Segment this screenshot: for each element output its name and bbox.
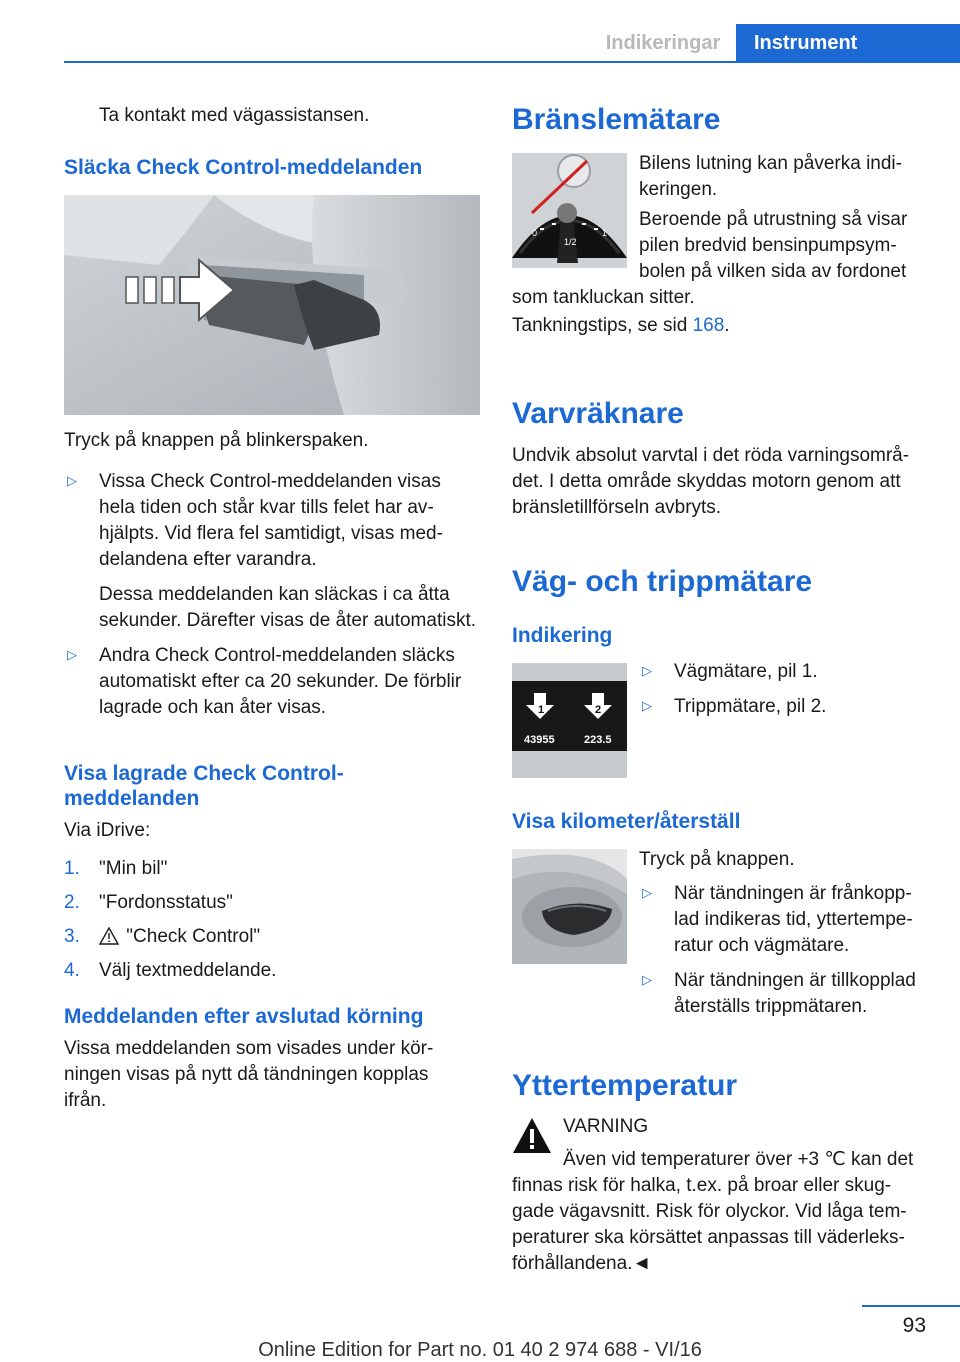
triangle-bullet-icon: ▷	[642, 698, 652, 713]
bransle-text-1: Bilens lutning kan påverka indikeringen.	[639, 153, 902, 200]
bullet-text: Andra Check Control-meddelanden släcks automatiskt efter ca 20 sekunder. De förblir lagrade och kan åter visas.	[99, 645, 462, 718]
heading-branslematare: Bränslemätare	[512, 103, 721, 136]
check-control-bullets	[64, 469, 480, 730]
odometer-arrow-label-1: 1	[538, 704, 545, 716]
heading-visa-lagrade: Visa lagrade Check Control-meddelanden	[64, 762, 344, 810]
gauge-label-1: 1	[602, 228, 608, 238]
triangle-bullet-icon: ▷	[67, 473, 77, 488]
list-item: ▷ När tändningen är frånkopplad indikeras tid, yttertemperatur och vägmätare.	[642, 883, 913, 956]
via-idrive: Via iDrive:	[64, 820, 151, 841]
heading-visa-kilometer: Visa kilometer/återställ	[512, 810, 741, 833]
list-item: ▷ Vägmätare, pil 1.	[642, 661, 818, 682]
triangle-bullet-icon: ▷	[642, 663, 652, 678]
triangle-bullet-icon: ▷	[642, 885, 652, 900]
bullet-text: Vissa Check Control-meddelanden visas hela tiden och står kvar tills felet har avhjälpts. Vid flera fel samtidigt, visas meddelandena efter varandra.	[99, 471, 443, 570]
gauge-label-half: 1/2	[564, 237, 577, 247]
list-item: 2. "Fordonsstatus"	[64, 892, 233, 913]
indikering-bullets	[639, 659, 927, 729]
header-tab-indikeringar[interactable]: Indikeringar	[605, 32, 721, 54]
list-item: ▷ När tändningen är tillkopplad återställs trippmätaren.	[642, 970, 916, 1017]
idrive-steps	[64, 856, 480, 992]
page-number: 93	[902, 1314, 926, 1337]
list-item	[64, 469, 480, 634]
bullet-text: Dessa meddelanden kan släckas i ca åtta sekunder. Därefter visas de åter automatiskt.	[99, 584, 477, 631]
trip-value: 223.5	[584, 734, 612, 746]
edition-text: Online Edition for Part no. 01 40 2 974 688 - VI/16	[258, 1339, 702, 1361]
page-link-168[interactable]: 168	[692, 315, 725, 336]
intro-text: Ta kontakt med vägassistansen.	[99, 105, 370, 126]
list-item: 1. "Min bil"	[64, 858, 168, 879]
heading-yttertemperatur: Yttertemperatur	[512, 1069, 738, 1102]
varning-label: VARNING	[563, 1116, 649, 1137]
triangle-bullet-icon: ▷	[642, 972, 652, 987]
varning-text: Även vid temperaturer över +3 ℃ kan det finnas risk för halka, t.ex. på broar eller skuggade vägavsnitt. Risk för olyckor. Vid låga temperaturer ska körsättet anpassas till väderleksförhållandena.◄	[512, 1149, 914, 1274]
heading-slacka: Släcka Check Control-meddelanden	[64, 156, 423, 179]
footer-rule	[862, 1305, 960, 1307]
varning-text-wrap	[512, 1147, 927, 1286]
list-item: 3. "Check Control"	[64, 924, 480, 958]
list-item: 4. Välj textmeddelande.	[64, 960, 277, 981]
km-bullets	[639, 881, 927, 1029]
triangle-bullet-icon: ▷	[67, 647, 77, 662]
heading-meddelanden: Meddelanden efter avslutad körning	[64, 1005, 424, 1028]
bransle-text-2: Beroende på utrustning så visar pilen bredvid bensinpumpsymbolen på vilken sida av fordonet som tankluckan sitter.	[512, 209, 908, 308]
stalk-illustration	[64, 195, 480, 415]
header-tab-instrument[interactable]: Instrument	[736, 24, 960, 62]
list-item: ▷ Trippmätare, pil 2.	[642, 696, 827, 717]
warning-triangle-icon	[99, 927, 121, 953]
bransle-text-2-wrap	[512, 207, 927, 320]
varv-text: Undvik absolut varvtal i det röda varningsområdet. I detta område skyddas motorn genom att bränsletillförseln avbryts.	[512, 445, 910, 518]
list-item	[64, 643, 480, 721]
heading-varvraknare: Varvräknare	[512, 397, 684, 430]
header-rule	[64, 61, 960, 63]
odometer-arrow-label-2: 2	[595, 704, 602, 716]
visa-km-text: Tryck på knappen.	[639, 849, 795, 870]
reset-button-image	[512, 849, 627, 964]
tryck-text: Tryck på knappen på blinkerspaken.	[64, 430, 369, 451]
meddelanden-text: Vissa meddelanden som visades under körningen visas på nytt då tändningen kopplas ifrån.	[64, 1038, 434, 1111]
odometer-value: 43955	[524, 734, 555, 746]
heading-indikering: Indikering	[512, 624, 613, 647]
gauge-label-0: 0	[532, 228, 538, 238]
tankning-text: Tankningstips, se sid 168.	[512, 315, 730, 336]
odometer-image	[512, 663, 627, 778]
heading-vag-trippmatare: Väg- och trippmätare	[512, 565, 813, 598]
